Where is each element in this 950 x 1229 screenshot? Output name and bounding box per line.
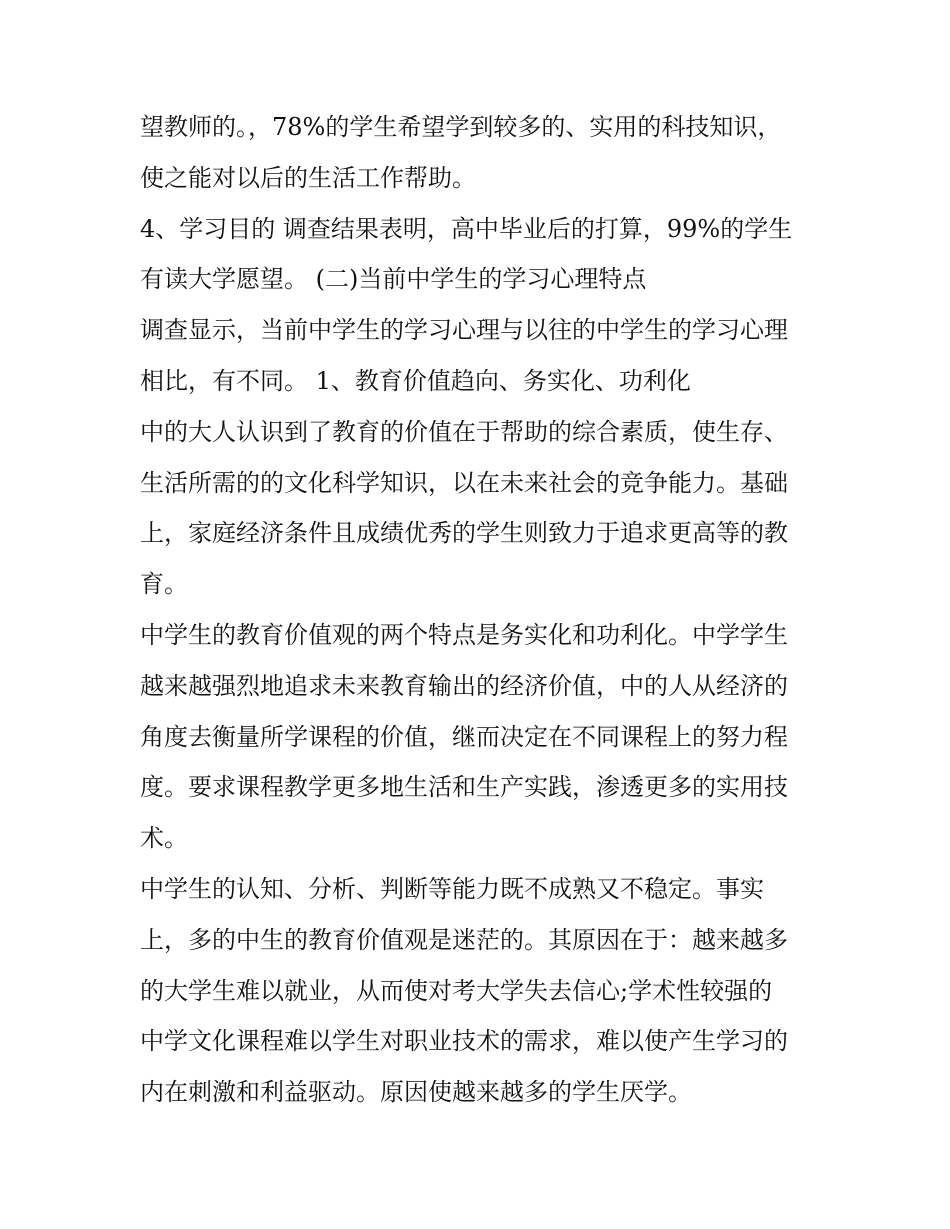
text-line: 中学生的认知、分析、判断等能力既不成熟又不稳定。事实 bbox=[140, 874, 764, 903]
text-line: 生活所需的的文化科学知识，以在未来社会的竞争能力。基础 bbox=[140, 468, 788, 497]
text-line: 上，家庭经济条件且成绩优秀的学生则致力于追求更高等的教 bbox=[140, 519, 788, 548]
text-line: 有读大学愿望。 (二)当前中学生的学习心理特点 bbox=[140, 265, 647, 294]
text-line: 度。要求课程教学更多地生活和生产实践，渗透更多的实用技 bbox=[140, 773, 788, 802]
text-line: 上，多的中生的教育价值观是迷茫的。其原因在于：越来越多 bbox=[140, 925, 788, 954]
text-line: 4、学习目的 调查结果表明，高中毕业后的打算，99%的学生 bbox=[140, 214, 793, 243]
text-line: 的大学生难以就业，从而使对考大学失去信心;学术性较强的 bbox=[140, 976, 773, 1005]
text-line: 内在刺激和利益驱动。原因使越来越多的学生厌学。 bbox=[140, 1078, 692, 1107]
text-line: 望教师的。，78%的学生希望学到较多的、实用的科技知识， bbox=[140, 113, 782, 141]
text-line: 术。 bbox=[140, 824, 188, 853]
document-page bbox=[140, 102, 830, 1118]
text-line: 调查显示，当前中学生的学习心理与以往的中学生的学习心理 bbox=[140, 316, 788, 345]
text-line: 中学生的教育价值观的两个特点是务实化和功利化。中学学生 bbox=[140, 620, 788, 649]
text-line: 育。 bbox=[140, 570, 188, 599]
text-line: 中学文化课程难以学生对职业技术的需求，难以使产生学习的 bbox=[140, 1027, 788, 1056]
text-line: 越来越强烈地追求未来教育输出的经济价值，中的人从经济的 bbox=[140, 671, 788, 700]
text-line: 中的大人认识到了教育的价值在于帮助的综合素质，使生存、 bbox=[140, 417, 788, 446]
text-line: 相比，有不同。 1、教育价值趋向、务实化、功利化 bbox=[140, 366, 691, 395]
text-line: 使之能对以后的生活工作帮助。 bbox=[140, 163, 476, 192]
text-line: 角度去衡量所学课程的价值，继而决定在不同课程上的努力程 bbox=[140, 722, 788, 751]
